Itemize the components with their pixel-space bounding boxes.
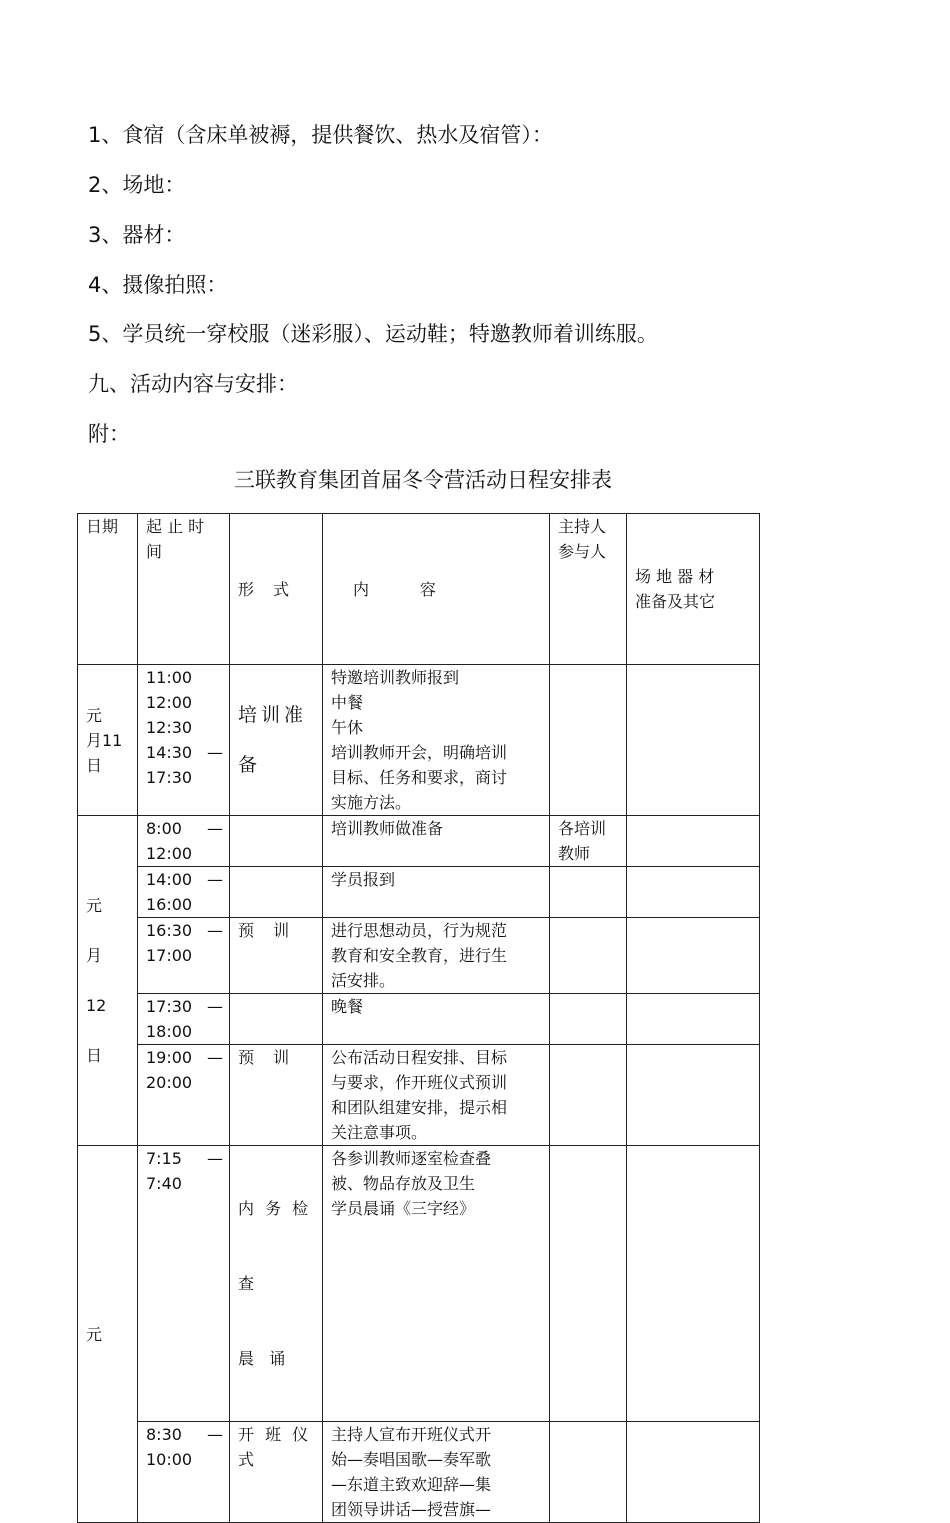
host-cell: [550, 918, 627, 994]
table-row: [78, 1045, 760, 1146]
content-cell: 特邀培训教师报到 中餐 午休 培训教师开会，明确培训 目标、任务和要求，商讨 实施方法。: [323, 665, 550, 816]
table-row: [78, 1422, 760, 1523]
host-cell: [550, 994, 627, 1045]
header-venue: 场 地 器 材 准备及其它: [627, 514, 760, 665]
form-cell: [230, 867, 323, 918]
line-3: 3、器材：: [88, 223, 186, 247]
form-cell: 预 训: [230, 918, 323, 994]
table-row: [78, 1146, 760, 1422]
header-row: [78, 514, 760, 665]
host-cell: [550, 867, 627, 918]
form-cell: 预 训: [230, 1045, 323, 1146]
date-cell: 元: [78, 1146, 138, 1523]
date-cell: 元 月 12 日: [78, 816, 138, 1146]
form-cell: 内 务 检 查 晨 诵: [230, 1146, 323, 1422]
line-4: 4、摄像拍照：: [88, 273, 228, 297]
form-cell: 培训准 备: [230, 665, 323, 816]
host-cell: [550, 1146, 627, 1422]
venue-cell: [627, 1422, 760, 1523]
line-7: 附：: [88, 422, 130, 446]
line-2: 2、场地：: [88, 173, 186, 197]
time-cell: 8:00 — 12:00: [138, 816, 230, 867]
header-form: 形 式: [230, 514, 323, 665]
content-cell: 公布活动日程安排、目标 与要求，作开班仪式预训 和团队组建安排，提示相 关注意事项。: [323, 1045, 550, 1146]
table-title: 三联教育集团首届冬令营活动日程安排表: [234, 468, 612, 492]
content-cell: 晚餐: [323, 994, 550, 1045]
header-host: 主持人 参与人: [550, 514, 627, 665]
time-cell: 11:00 12:00 12:30 14:30 — 17:30: [138, 665, 230, 816]
venue-cell: [627, 994, 760, 1045]
table-row: [78, 816, 760, 867]
schedule-table: [77, 513, 760, 1523]
time-cell: 8:30 — 10:00: [138, 1422, 230, 1523]
venue-cell: [627, 665, 760, 816]
host-cell: [550, 1045, 627, 1146]
table-row: [78, 665, 760, 816]
host-cell: 各培训 教师: [550, 816, 627, 867]
host-cell: [550, 1422, 627, 1523]
content-cell: 学员报到: [323, 867, 550, 918]
venue-cell: [627, 918, 760, 994]
header-time: 起 止 时 间: [138, 514, 230, 665]
content-cell: 进行思想动员，行为规范 教育和安全教育，进行生 活安排。: [323, 918, 550, 994]
venue-cell: [627, 816, 760, 867]
venue-cell: [627, 1146, 760, 1422]
form-cell: 开 班 仪 式: [230, 1422, 323, 1523]
header-content: 内 容: [323, 514, 550, 665]
form-cell: [230, 994, 323, 1045]
table-row: [78, 918, 760, 994]
line-1: 1、食宿（含床单被褥，提供餐饮、热水及宿管）：: [88, 123, 553, 147]
table-row: [78, 994, 760, 1045]
time-cell: 14:00 — 16:00: [138, 867, 230, 918]
content-cell: 各参训教师逐室检查叠 被、物品存放及卫生 学员晨诵《三字经》: [323, 1146, 550, 1422]
time-cell: 16:30 — 17:00: [138, 918, 230, 994]
line-5: 5、学员统一穿校服（迷彩服）、运动鞋；特邀教师着训练服。: [88, 322, 658, 346]
form-cell: [230, 816, 323, 867]
host-cell: [550, 665, 627, 816]
line-6: 九、活动内容与安排：: [88, 372, 298, 396]
time-cell: 17:30 — 18:00: [138, 994, 230, 1045]
time-cell: 19:00 — 20:00: [138, 1045, 230, 1146]
table-row: [78, 867, 760, 918]
header-date: 日期: [78, 514, 138, 665]
date-cell: 元 月11 日: [78, 665, 138, 816]
venue-cell: [627, 867, 760, 918]
time-cell: 7:15 — 7:40: [138, 1146, 230, 1422]
venue-cell: [627, 1045, 760, 1146]
content-cell: 主持人宣布开班仪式开 始—奏唱国歌—奏军歌 —东道主致欢迎辞—集 团领导讲话—授营旗—: [323, 1422, 550, 1523]
content-cell: 培训教师做准备: [323, 816, 550, 867]
